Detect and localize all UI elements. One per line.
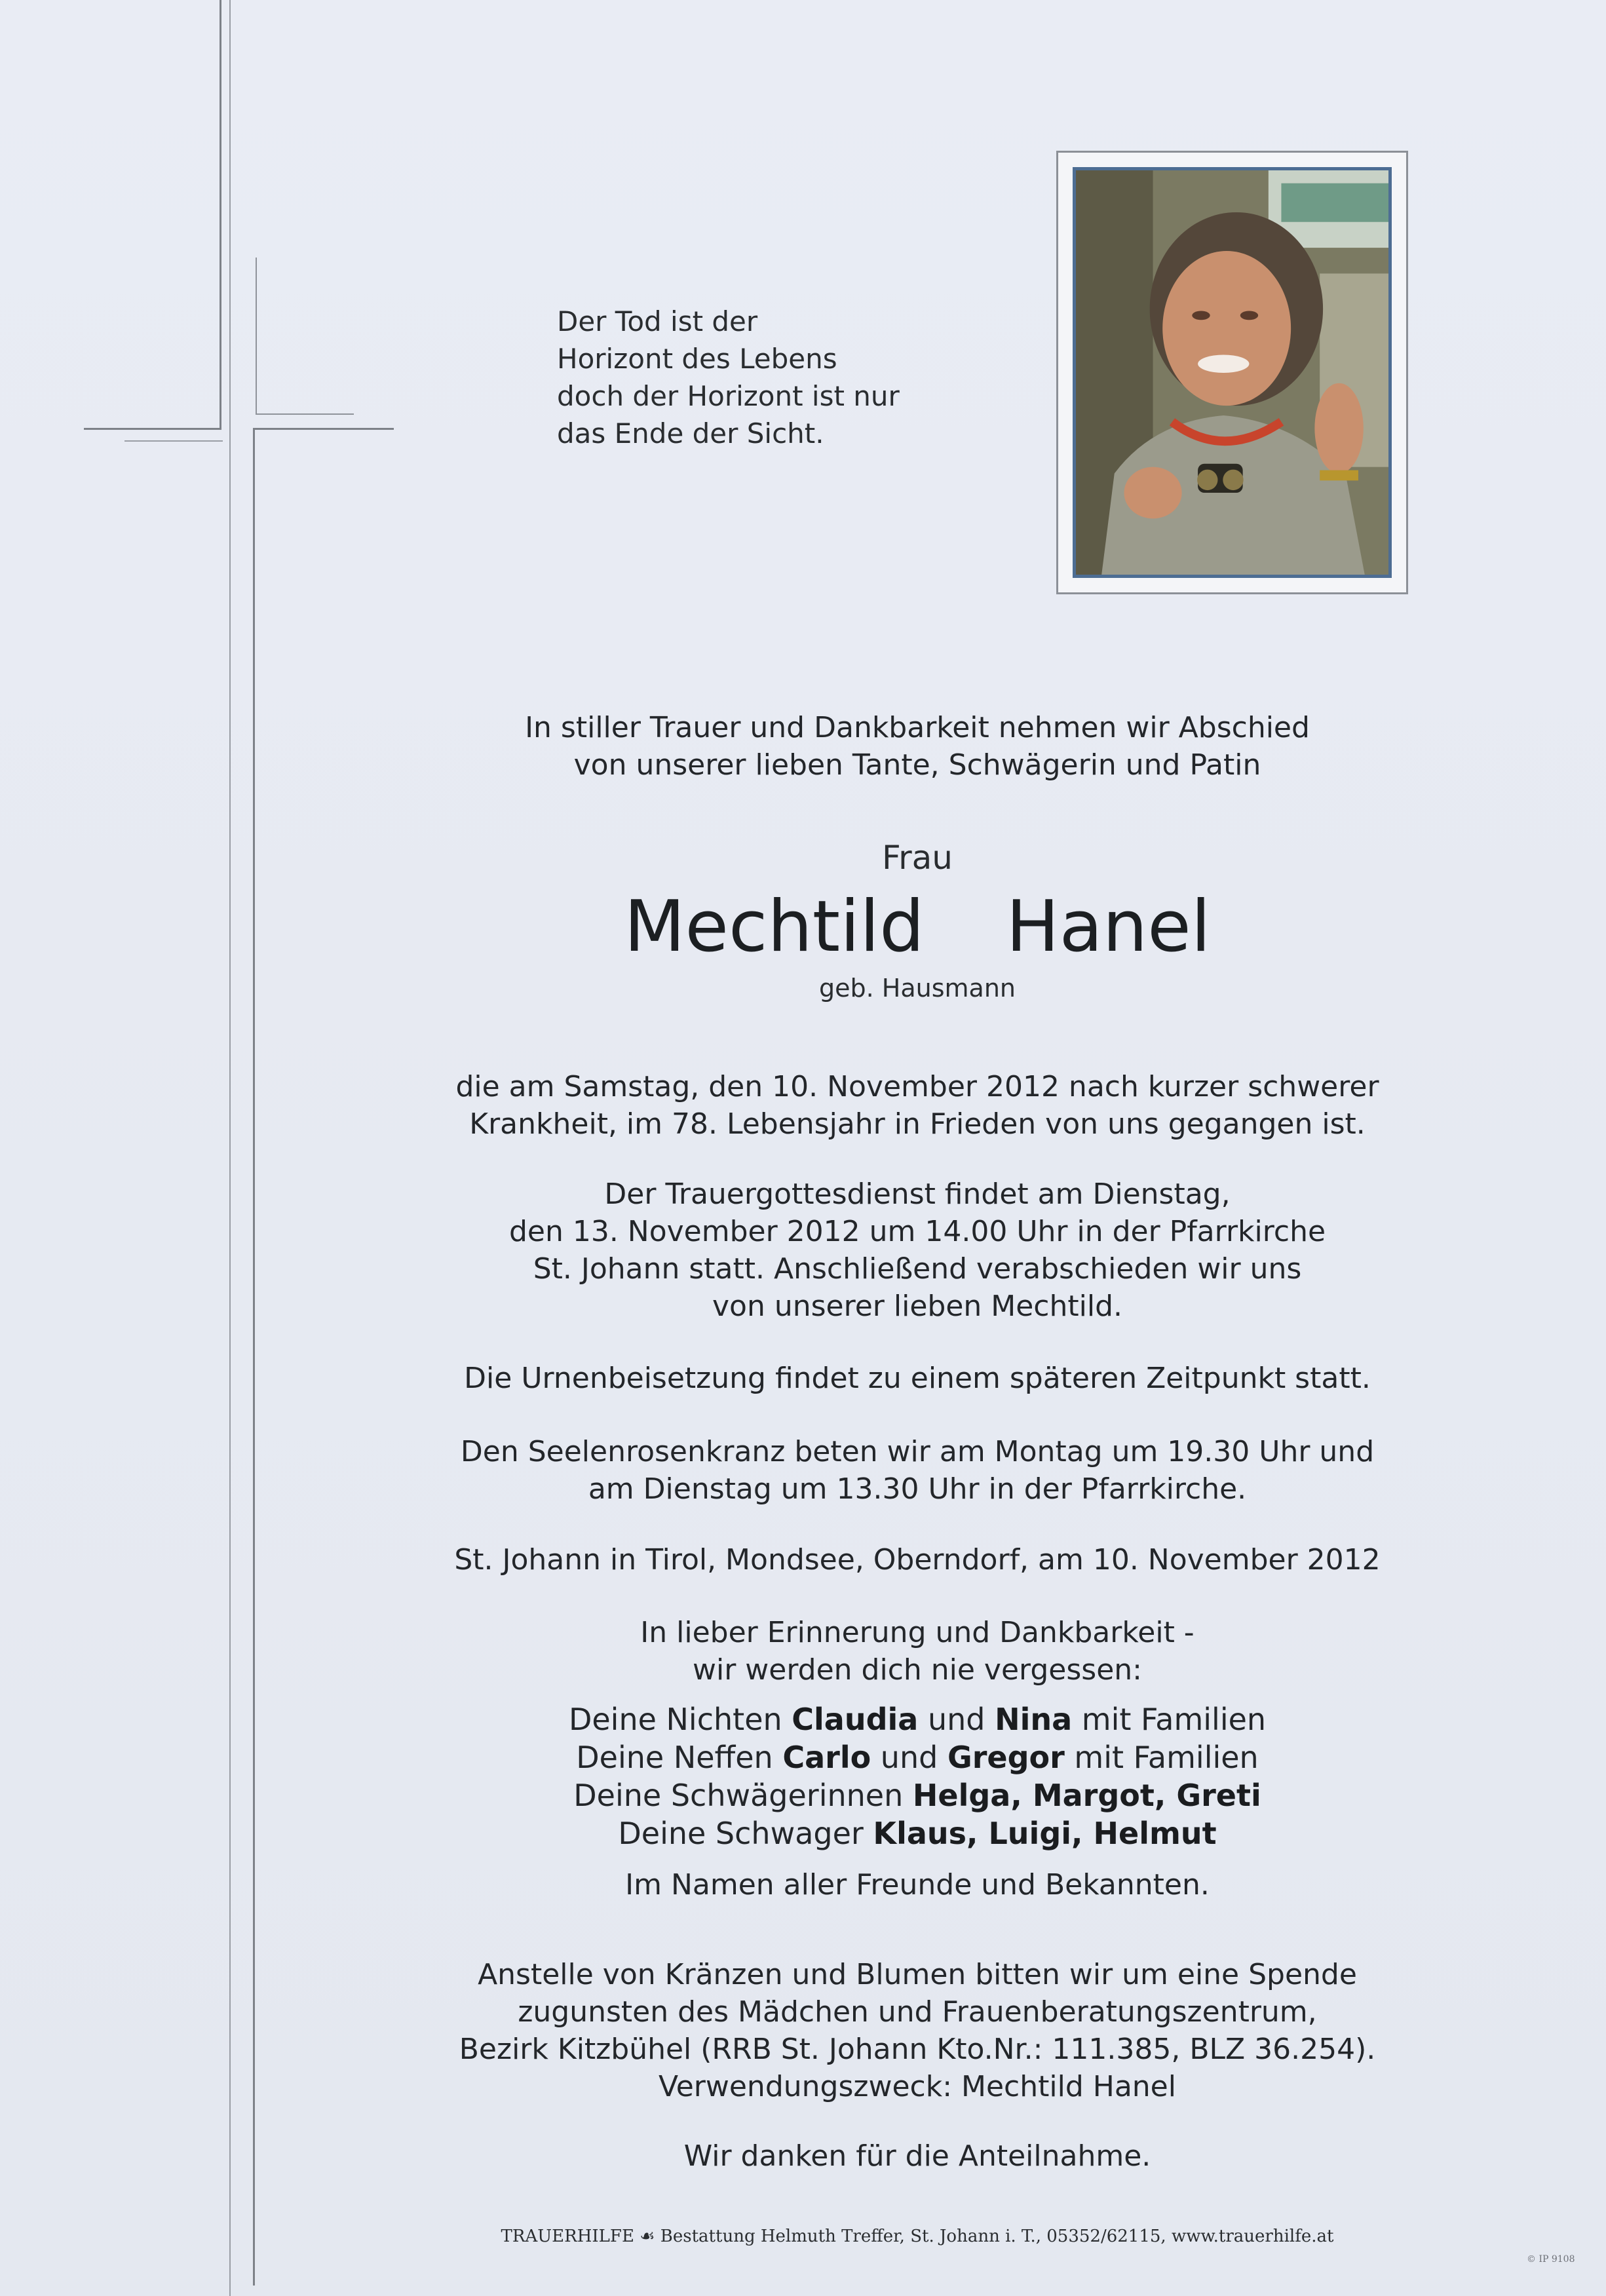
cross-line-horizontal-left xyxy=(84,428,221,430)
remembrance-line: In lieber Erinnerung und Dankbarkeit - xyxy=(640,1616,1195,1649)
service-line: den 13. November 2012 um 14.00 Uhr in der Pfarrkirche xyxy=(508,1215,1326,1248)
mourner-name: Nina xyxy=(995,1702,1073,1737)
rosary-line: Den Seelenrosenkranz beten wir am Montag um 19.30 Uhr und xyxy=(460,1435,1375,1468)
cross-line-horizontal-right xyxy=(253,428,394,430)
mourner-line xyxy=(262,1738,1573,1776)
cross-line-vertical-short xyxy=(256,258,257,415)
portrait-frame xyxy=(1056,151,1408,594)
quote-line: doch der Horizont ist nur xyxy=(557,380,900,412)
death-notice-line: Krankheit, im 78. Lebensjahr in Frieden von uns gegangen ist. xyxy=(469,1107,1366,1141)
print-code: © IP 9108 xyxy=(1527,2254,1575,2265)
quote-line: Horizont des Lebens xyxy=(557,343,837,375)
friends-line: Im Namen aller Freunde und Bekannten. xyxy=(625,1868,1210,1902)
quote xyxy=(557,303,900,452)
donation-line: zugunsten des Mädchen und Frauenberatungszentrum, xyxy=(518,1995,1317,2029)
service-info xyxy=(262,1176,1573,1325)
rosary-info xyxy=(262,1433,1573,1508)
place-date: St. Johann in Tirol, Mondsee, Oberndorf, am 10. November 2012 xyxy=(454,1543,1381,1577)
mourners-list xyxy=(262,1700,1573,1852)
portrait-photo xyxy=(1073,167,1392,578)
mourner-conjunction: und xyxy=(871,1740,947,1775)
intro-text xyxy=(262,709,1573,784)
rosary-line: am Dienstag um 13.30 Uhr in der Pfarrkirche. xyxy=(588,1472,1247,1506)
urn-info: Die Urnenbeisetzung findet zu einem späteren Zeitpunkt statt. xyxy=(464,1362,1371,1395)
death-notice-line: die am Samstag, den 10. November 2012 nach kurzer schwerer xyxy=(455,1070,1379,1103)
cross-line-horizontal-left-inner xyxy=(124,440,223,442)
intro-line: von unserer lieben Tante, Schwägerin und Patin xyxy=(573,748,1261,782)
remembrance-line: wir werden dich nie vergessen: xyxy=(693,1653,1142,1687)
intro-line: In stiller Trauer und Dankbarkeit nehmen wir Abschied xyxy=(525,711,1310,744)
service-line: St. Johann statt. Anschließend verabschieden wir uns xyxy=(533,1252,1302,1286)
donation-info xyxy=(262,1956,1573,2105)
cross-line-vertical-long xyxy=(229,0,231,2296)
portrait-illustration xyxy=(1076,170,1388,575)
mourner-line xyxy=(262,1776,1573,1814)
donation-line: Anstelle von Kränzen und Blumen bitten wir um eine Spende xyxy=(478,1958,1357,1991)
death-notice xyxy=(262,1068,1573,1143)
thanks-line: Wir danken für die Anteilnahme. xyxy=(683,2139,1151,2173)
cross-line-vertical-main xyxy=(253,428,255,2286)
mourner-suffix: mit Familien xyxy=(1064,1740,1259,1775)
cross-line-vertical-top xyxy=(220,0,221,429)
mourner-name: Klaus, Luigi, Helmut xyxy=(873,1816,1217,1851)
mourner-line xyxy=(262,1700,1573,1738)
donation-line: Verwendungszweck: Mechtild Hanel xyxy=(659,2070,1176,2103)
remembrance xyxy=(262,1614,1573,1689)
funeral-home-footer: TRAUERHILFE ☙ Bestattung Helmuth Treffer, St. Johann i. T., 05352/62115, www.trauerhilfe.at xyxy=(501,2227,1334,2246)
mourner-relation: Deine Neffen xyxy=(576,1740,783,1775)
service-line: Der Trauergottesdienst findet am Dienstag, xyxy=(604,1177,1231,1211)
cross-line-horizontal-short xyxy=(256,413,354,415)
donation-line: Bezirk Kitzbühel (RRB St. Johann Kto.Nr.: 111.385, BLZ 36.254). xyxy=(459,2033,1376,2066)
mourner-relation: Deine Schwager xyxy=(618,1816,873,1851)
deceased-name: Mechtild Hanel xyxy=(624,886,1211,968)
mourner-relation: Deine Schwägerinnen xyxy=(573,1778,913,1813)
salutation: Frau xyxy=(881,839,953,877)
mourner-suffix: mit Familien xyxy=(1072,1702,1267,1737)
mourner-name: Claudia xyxy=(792,1702,919,1737)
quote-line: Der Tod ist der xyxy=(557,305,758,337)
mourner-name: Gregor xyxy=(947,1740,1065,1775)
birth-name: geb. Hausmann xyxy=(819,974,1016,1003)
mourner-relation: Deine Nichten xyxy=(568,1702,792,1737)
mourner-name: Carlo xyxy=(782,1740,871,1775)
mourner-conjunction: und xyxy=(918,1702,995,1737)
quote-line: das Ende der Sicht. xyxy=(557,417,824,450)
mourner-name: Helga, Margot, Greti xyxy=(912,1778,1261,1813)
mourner-line xyxy=(262,1814,1573,1852)
service-line: von unserer lieben Mechtild. xyxy=(712,1290,1122,1323)
